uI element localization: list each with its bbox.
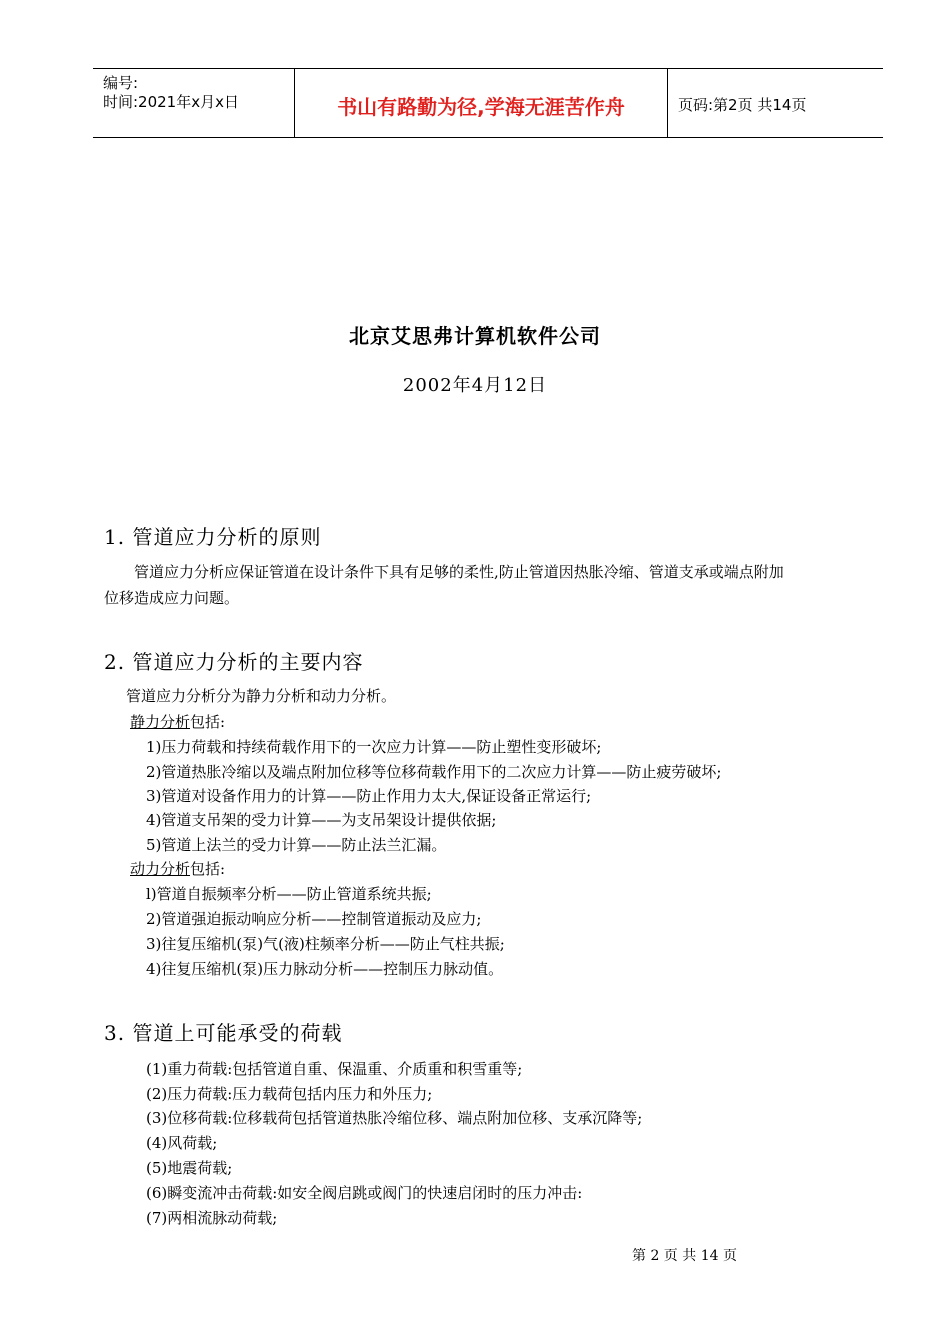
- load-item: (6)瞬变流冲击荷载:如安全阀启跳或阀门的快速启闭时的压力冲击:: [146, 1184, 583, 1202]
- section-2-title: 2. 管道应力分析的主要内容: [104, 650, 364, 674]
- section-1-title: 1. 管道应力分析的原则: [104, 525, 322, 549]
- static-item: 5)管道上法兰的受力计算——防止法兰汇漏。: [146, 836, 447, 854]
- section-2-intro: 管道应力分析分为静力分析和动力分析。: [126, 687, 397, 705]
- section-3-title: 3. 管道上可能承受的荷载: [104, 1021, 343, 1045]
- load-item: (7)两相流脉动荷载;: [146, 1209, 278, 1227]
- page-header: [93, 68, 883, 138]
- static-analysis-term: 静力分析: [130, 713, 191, 731]
- header-motto: 书山有路勤为径,学海无涯苦作舟: [337, 95, 625, 119]
- document-date: 2002年4月12日: [402, 375, 548, 396]
- header-center-cell: [295, 69, 668, 137]
- header-number: 编号:: [103, 74, 139, 92]
- dynamic-analysis-term: 动力分析: [130, 860, 191, 878]
- dynamic-item: 3)往复压缩机(泵)气(液)柱频率分析——防止气柱共振;: [146, 935, 505, 953]
- dynamic-analysis-label: [130, 858, 225, 879]
- static-item: 1)压力荷载和持续荷载作用下的一次应力计算——防止塑性变形破坏;: [146, 738, 602, 756]
- static-analysis-label: [130, 711, 225, 732]
- dynamic-item: 4)往复压缩机(泵)压力脉动分析——控制压力脉动值。: [146, 960, 504, 978]
- dynamic-item: l)管道自振频率分析——防止管道系统共振;: [146, 885, 432, 903]
- static-item: 3)管道对设备作用力的计算——防止作用力太大,保证设备正常运行;: [146, 787, 592, 805]
- load-item: (1)重力荷载:包括管道自重、保温重、介质重和积雪重等;: [146, 1060, 523, 1078]
- dynamic-analysis-suffix: 包括:: [190, 860, 226, 878]
- static-analysis-suffix: 包括:: [190, 713, 226, 731]
- header-right-cell: [668, 69, 883, 137]
- dynamic-item: 2)管道强迫振动响应分析——控制管道振动及应力;: [146, 910, 482, 928]
- static-item: 4)管道支吊架的受力计算——为支吊架设计提供依据;: [146, 811, 497, 829]
- header-left-cell: [93, 69, 295, 137]
- load-item: (5)地震荷载;: [146, 1159, 233, 1177]
- static-item: 2)管道热胀冷缩以及端点附加位移等位移荷载作用下的二次应力计算——防止疲劳破坏;: [146, 763, 722, 781]
- load-item: (3)位移荷载:位移载荷包括管道热胀冷缩位移、端点附加位移、支承沉降等;: [146, 1109, 643, 1127]
- header-time: 时间:2021年x月x日: [103, 93, 239, 111]
- page-footer: 第 2 页 共 14 页: [632, 1248, 737, 1264]
- load-item: (2)压力荷载:压力载荷包括内压力和外压力;: [146, 1085, 433, 1103]
- section-1-paragraph-line-2: 位移造成应力问题。: [104, 589, 240, 607]
- load-item: (4)风荷载;: [146, 1134, 218, 1152]
- company-name: 北京艾思弗计算机软件公司: [349, 324, 601, 348]
- header-page-number: 页码:第2页 共14页: [678, 96, 807, 114]
- section-1-paragraph-line-1: 管道应力分析应保证管道在设计条件下具有足够的柔性,防止管道因热胀冷缩、管道支承或端点附加: [134, 563, 784, 581]
